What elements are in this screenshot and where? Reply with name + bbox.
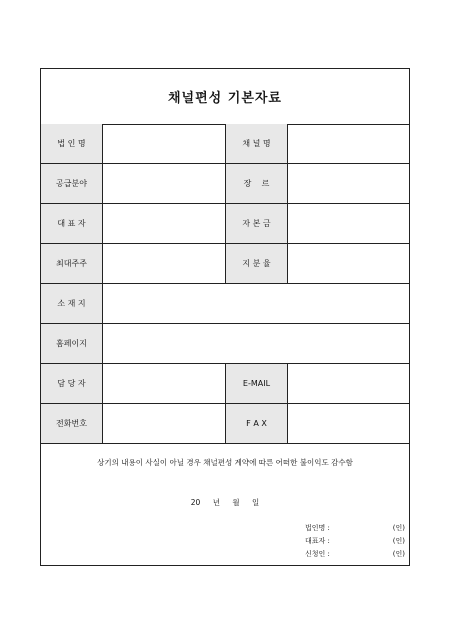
label-email: E-MAIL	[226, 364, 288, 403]
row-address	[41, 284, 409, 324]
seal-mark: (인)	[392, 537, 405, 545]
field-channel-name[interactable]	[288, 124, 409, 163]
field-company-name[interactable]	[103, 124, 226, 163]
seal-mark: (인)	[392, 524, 405, 532]
signature-label: 신청인 :	[305, 550, 330, 558]
label-contact-person: 담 당 자	[41, 364, 103, 403]
signature-company[interactable]	[305, 523, 405, 535]
field-phone[interactable]	[103, 404, 226, 443]
label-capital: 자 본 금	[226, 204, 288, 243]
label-company-name: 법 인 명	[41, 124, 103, 163]
label-supply-field: 공급분야	[41, 164, 103, 203]
label-channel-name: 채 널 명	[226, 124, 288, 163]
field-share-ratio[interactable]	[288, 244, 409, 283]
title-row	[41, 69, 409, 125]
field-homepage[interactable]	[103, 324, 409, 363]
row-representative	[41, 204, 409, 244]
signature-label: 법인명 :	[305, 524, 330, 532]
signature-label: 대표자 :	[305, 537, 330, 545]
field-supply-field[interactable]	[103, 164, 226, 203]
field-genre[interactable]	[288, 164, 409, 203]
label-homepage: 홈페이지	[41, 324, 103, 363]
field-fax[interactable]	[288, 404, 409, 443]
label-representative: 대 표 자	[41, 204, 103, 243]
row-phone	[41, 404, 409, 444]
label-genre: 장 르	[226, 164, 288, 203]
label-share-ratio: 지 분 율	[226, 244, 288, 283]
signature-representative[interactable]	[305, 536, 405, 548]
row-homepage	[41, 324, 409, 364]
label-major-shareholder: 최대주주	[41, 244, 103, 283]
row-company	[41, 124, 409, 164]
field-capital[interactable]	[288, 204, 409, 243]
label-address: 소 재 지	[41, 284, 103, 323]
seal-mark: (인)	[392, 550, 405, 558]
date-line: 20 년 월 일	[190, 498, 260, 507]
form-table	[40, 68, 410, 566]
signature-applicant[interactable]	[305, 549, 405, 561]
field-address[interactable]	[103, 284, 409, 323]
field-representative[interactable]	[103, 204, 226, 243]
row-supply	[41, 164, 409, 204]
row-shareholder	[41, 244, 409, 284]
declaration-notice: 상기의 내용이 사실이 아닐 경우 채널편성 계약에 따른 어떠한 불이익도 감수함	[97, 458, 353, 467]
form-title: 채널편성 기본자료	[168, 91, 282, 106]
label-phone: 전화번호	[41, 404, 103, 443]
field-contact-person[interactable]	[103, 364, 226, 403]
field-email[interactable]	[288, 364, 409, 403]
field-major-shareholder[interactable]	[103, 244, 226, 283]
label-fax: F A X	[226, 404, 288, 443]
row-contact	[41, 364, 409, 404]
declaration-area	[41, 445, 409, 565]
